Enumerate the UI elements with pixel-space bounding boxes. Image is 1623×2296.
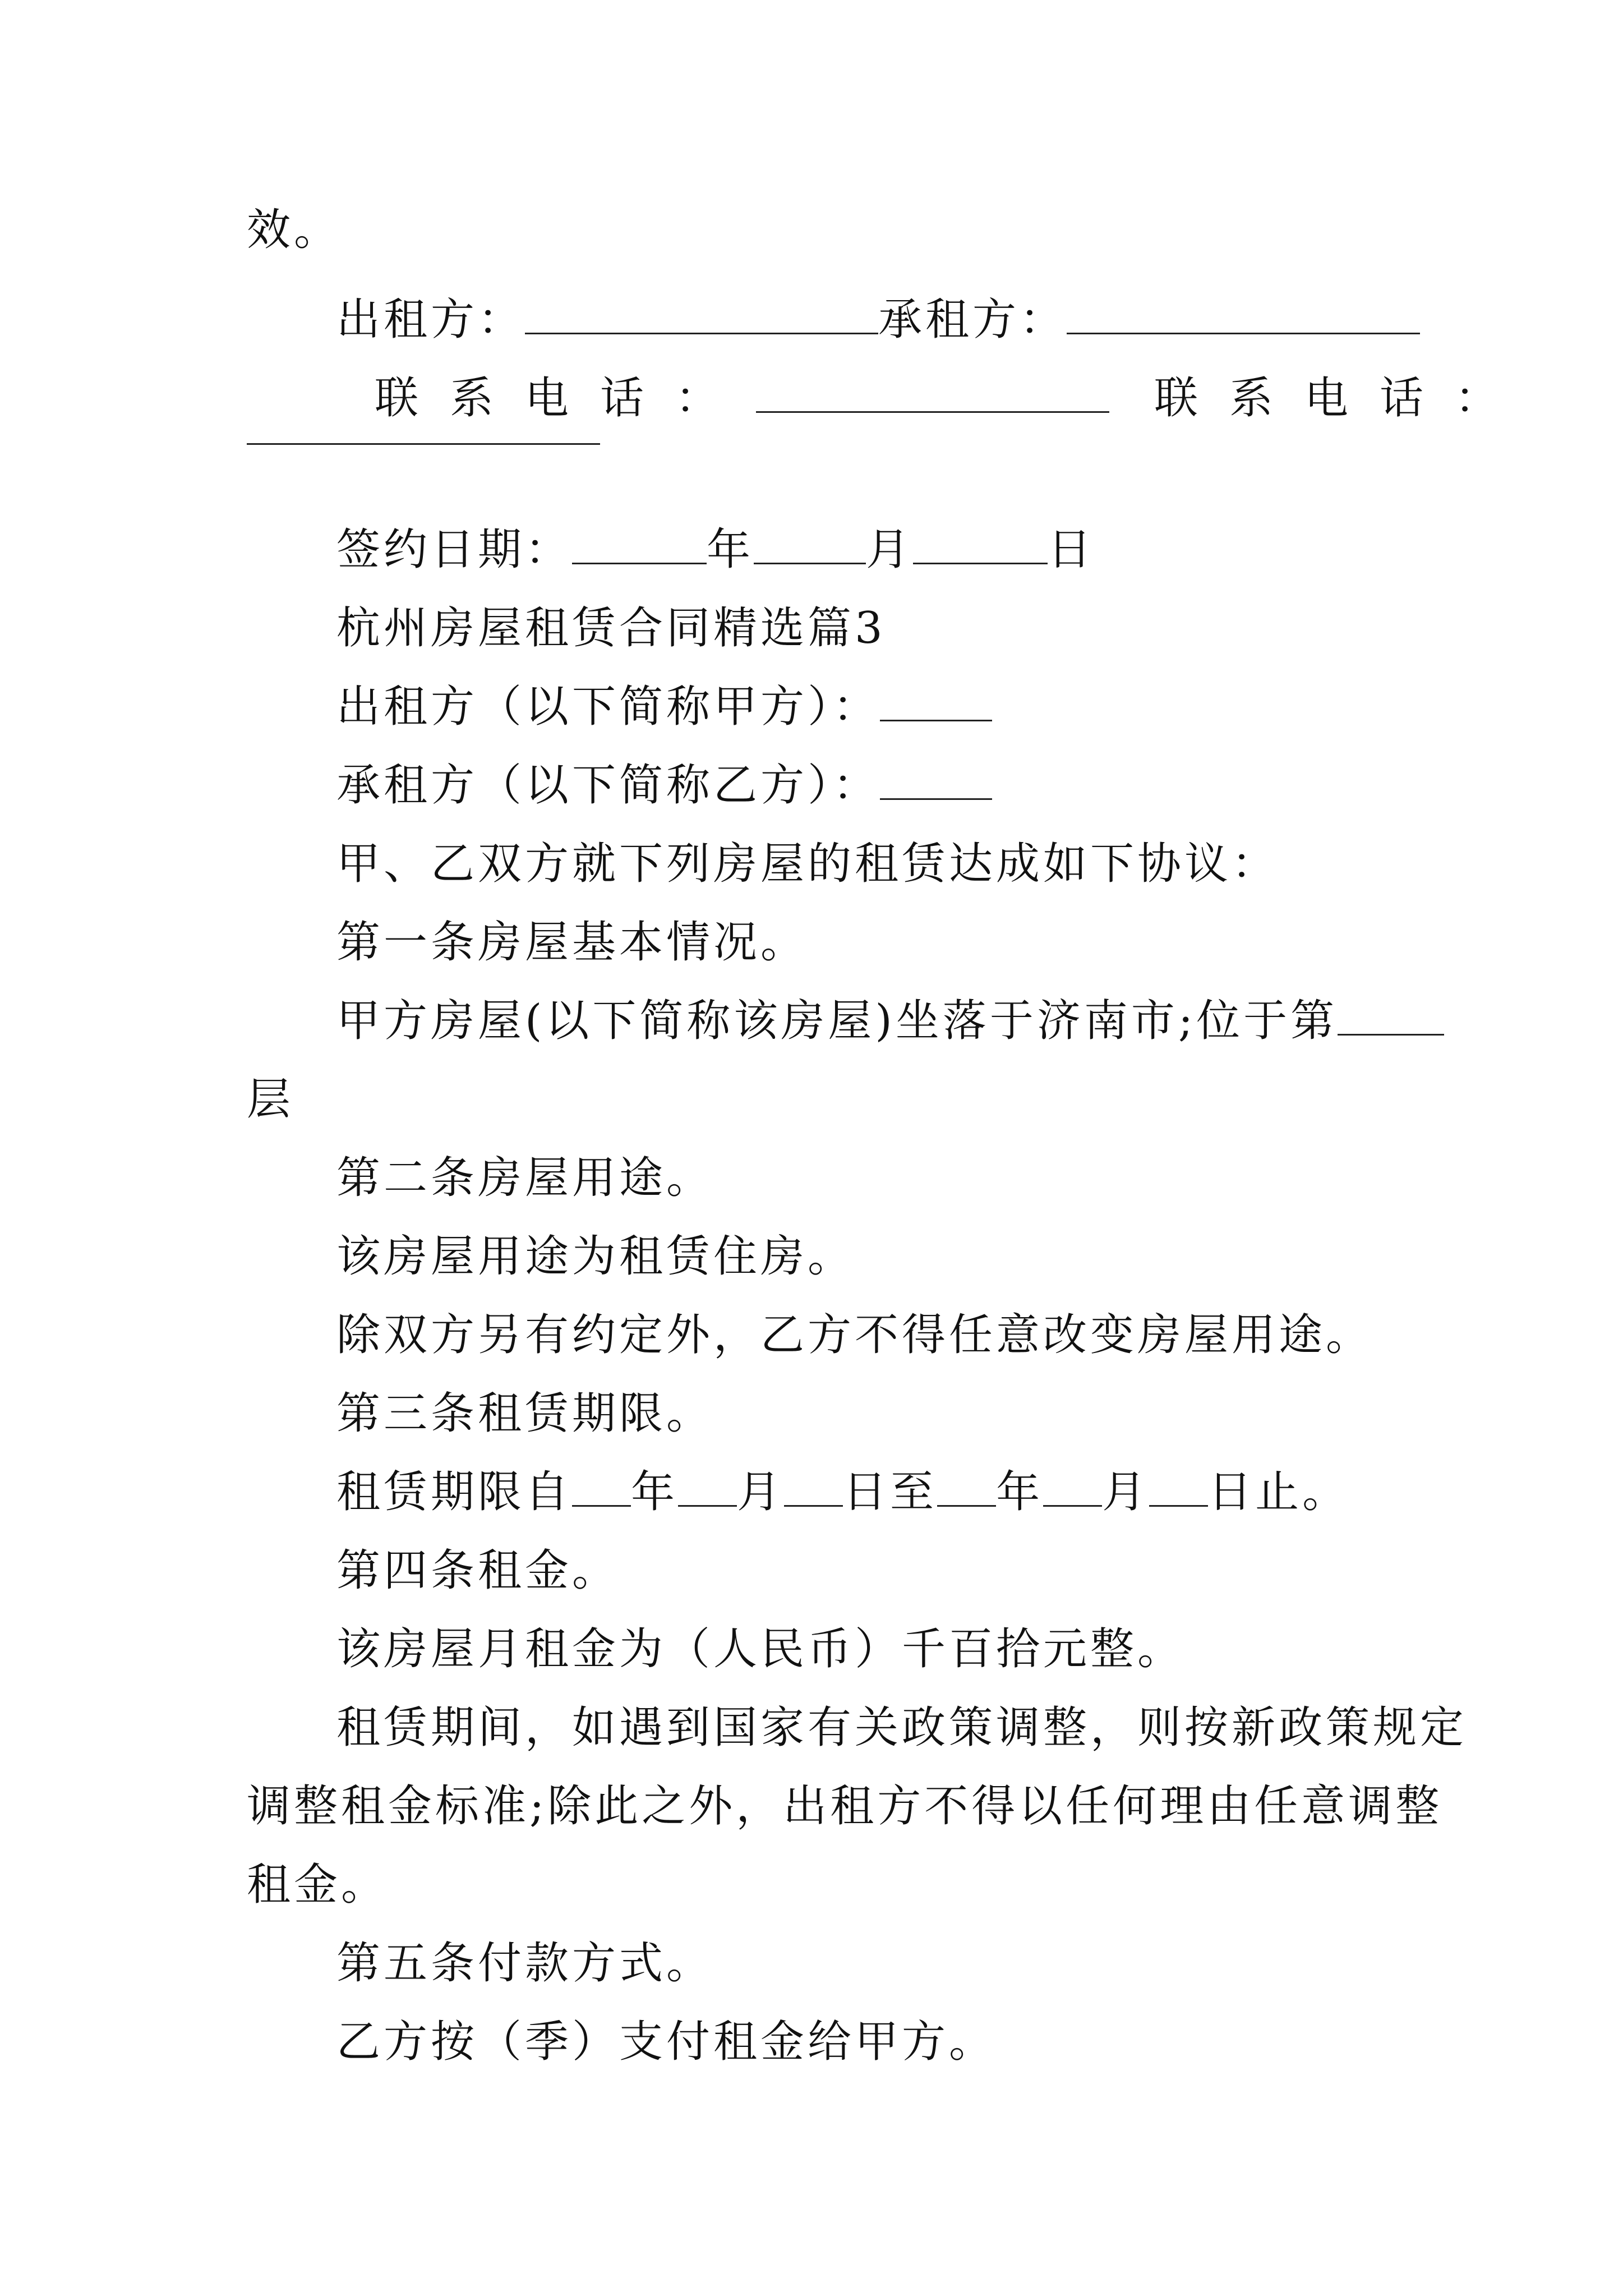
text-line — [336, 1228, 855, 1285]
line-text: 承租方（以下简称乙方）： — [336, 760, 880, 811]
line-text: 甲、乙双方就下列房屋的租赁达成如下协议： — [336, 839, 1279, 889]
article-heading — [336, 914, 808, 970]
party-a-line — [336, 679, 992, 735]
party-b-blank[interactable] — [880, 759, 992, 800]
day-blank[interactable] — [913, 523, 1048, 564]
article-heading — [336, 1935, 713, 1991]
term-start-label: 租赁期限自 — [336, 1467, 573, 1517]
year-label: 年 — [996, 1467, 1044, 1517]
line-text: 出租方（以下简称甲方）： — [336, 682, 880, 732]
line-text: 调整租金标准;除此之外，出租方不得以任何理由任意调整 — [247, 1781, 1443, 1832]
article-heading — [336, 1543, 619, 1599]
line-text: 第二条房屋用途。 — [336, 1153, 714, 1203]
month-blank[interactable] — [754, 523, 866, 564]
section-heading — [336, 600, 886, 656]
day-to-label: 日至 — [843, 1467, 938, 1517]
line-text: 该房屋月租金为（人民币）千百拾元整。 — [336, 1624, 1185, 1674]
end-day-blank[interactable] — [1149, 1466, 1208, 1507]
text-line — [247, 202, 341, 258]
line-text: 杭州房屋租赁合同精选篇3 — [336, 603, 886, 654]
lease-term-line — [336, 1464, 1349, 1520]
line-text: 第五条付款方式。 — [336, 1938, 714, 1989]
month-label: 月 — [737, 1467, 785, 1517]
lessor-label: 出租方： — [336, 295, 525, 345]
contact-phone-line — [375, 370, 1530, 426]
text-line — [336, 1307, 1373, 1363]
day-end-label: 日止。 — [1208, 1467, 1350, 1517]
month-label: 月 — [1102, 1467, 1150, 1517]
line-text: 第一条房屋基本情况。 — [336, 917, 808, 968]
lessor-phone-blank[interactable] — [756, 372, 1109, 413]
party-a-blank[interactable] — [880, 680, 992, 721]
lessee-label: 承租方： — [878, 295, 1067, 345]
end-year-blank[interactable] — [937, 1466, 996, 1507]
text-line — [336, 993, 1444, 1049]
start-year-blank[interactable] — [572, 1466, 631, 1507]
line-text: 租赁期间，如遇到国家有关政策调整，则按新政策规定 — [336, 1703, 1468, 1753]
text-line — [247, 1857, 388, 1913]
line-text: 甲方房屋(以下简称该房屋)坐落于济南市;位于第 — [336, 996, 1338, 1046]
text-line — [336, 2014, 996, 2070]
party-b-line — [336, 757, 992, 813]
line-text: 乙方按（季）支付租金给甲方。 — [336, 2017, 997, 2067]
text-line — [336, 836, 1279, 892]
text-line — [336, 1621, 1184, 1677]
lessee-phone-label: 联系电话： — [1154, 373, 1530, 424]
start-day-blank[interactable] — [784, 1466, 843, 1507]
end-month-blank[interactable] — [1043, 1466, 1102, 1507]
lessee-blank[interactable] — [1067, 293, 1420, 334]
line-text: 效。 — [247, 205, 342, 255]
line-text: 第三条租赁期限。 — [336, 1388, 714, 1439]
start-month-blank[interactable] — [678, 1466, 737, 1507]
lessee-phone-blank[interactable] — [247, 443, 600, 445]
month-label: 月 — [866, 524, 914, 575]
lessor-phone-label: 联系电话： — [375, 373, 751, 424]
year-label: 年 — [707, 524, 754, 575]
day-label: 日 — [1048, 524, 1095, 575]
article-heading — [336, 1150, 713, 1206]
line-text: 层 — [247, 1074, 294, 1125]
line-text: 该房屋用途为租赁住房。 — [336, 1231, 855, 1282]
lessor-blank[interactable] — [525, 293, 878, 334]
signature-line-parties — [336, 292, 1420, 348]
year-label: 年 — [631, 1467, 679, 1517]
signing-date-line — [336, 522, 1095, 578]
floor-blank[interactable] — [1338, 995, 1444, 1036]
year-blank[interactable] — [572, 523, 707, 564]
signing-date-label: 签约日期： — [336, 524, 573, 575]
text-line — [247, 1778, 1442, 1834]
article-heading — [336, 1386, 713, 1442]
line-text: 除双方另有约定外，乙方不得任意改变房屋用途。 — [336, 1310, 1373, 1360]
line-text: 租金。 — [247, 1860, 389, 1910]
line-text: 第四条租金。 — [336, 1545, 620, 1596]
text-line — [336, 1700, 1467, 1756]
text-line — [247, 1071, 294, 1128]
